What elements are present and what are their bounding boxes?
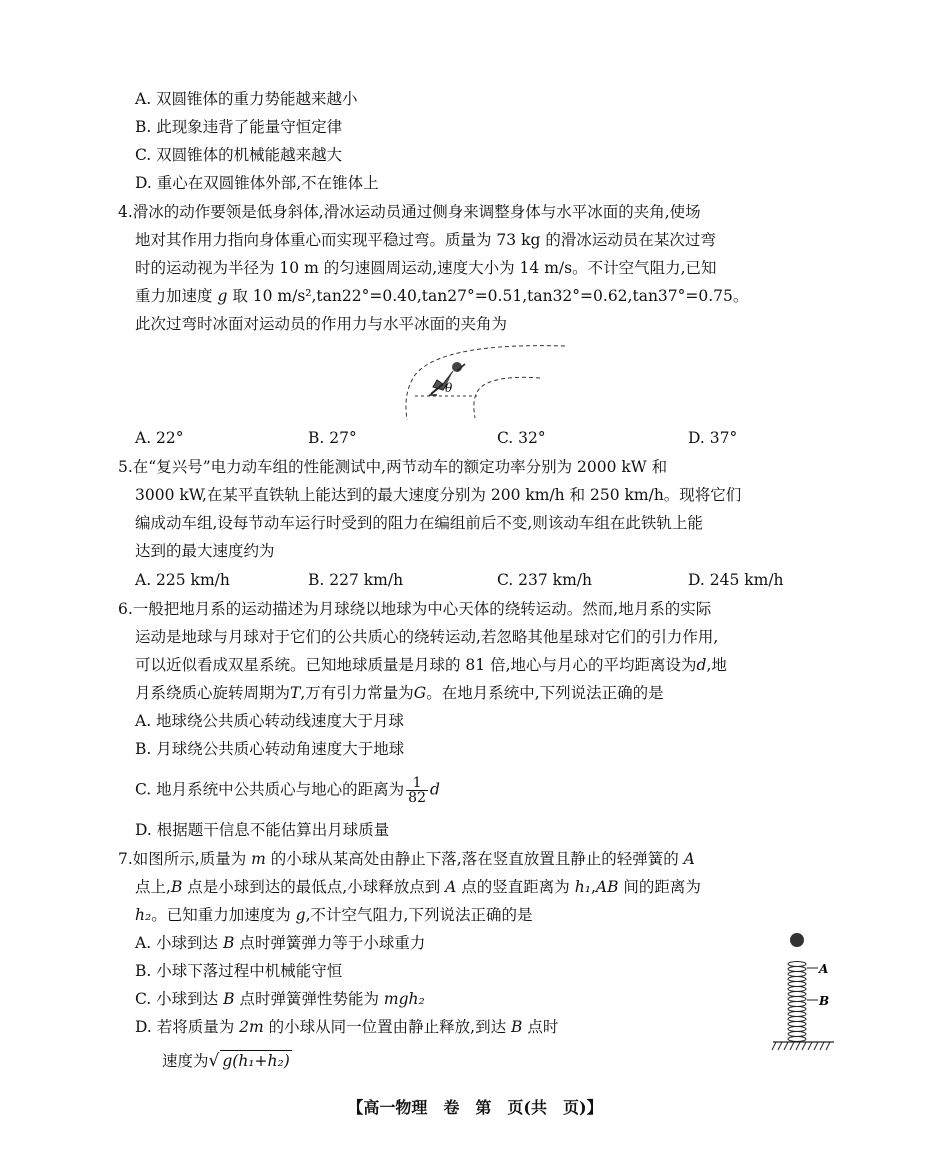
spring-figure <box>770 928 840 1058</box>
q7-var-h1: h₁ <box>574 878 591 896</box>
skater-figure <box>395 340 570 422</box>
q7-text: 点时弹簧弹力等于小球重力 <box>239 934 426 952</box>
q7-text: , <box>590 878 596 896</box>
q7-var-A: A <box>445 878 457 896</box>
q3-option-a: A. 双圆锥体的重力势能越来越小 <box>135 90 358 108</box>
q7-stem-line1 <box>118 849 695 869</box>
q5-option-a: A. 225 km/h <box>135 571 230 589</box>
q7-text: 7.如图所示,质量为 <box>118 850 247 868</box>
q5-stem-line2: 3000 kW,在某平直铁轨上能达到的最大速度分别为 200 km/h 和 250 km/h。现将它们 <box>135 486 742 504</box>
q6-text: 月系绕质心旋转周期为 <box>135 684 291 702</box>
q6-option-d: D. 根据题干信息不能估算出月球质量 <box>135 821 390 839</box>
ball-icon <box>790 933 804 947</box>
q6-text: 可以近似看成双星系统。已知地球质量是月球的 81 倍,地心与月心的平均距离设为 <box>135 656 697 674</box>
q7-option-b: B. 小球下落过程中机械能守恒 <box>135 962 343 980</box>
q7-option-c <box>135 989 425 1009</box>
q4-stem-line2: 地对其作用力指向身体重心而实现平稳过弯。质量为 73 kg 的滑冰运动员在某次过弯 <box>135 231 716 249</box>
q3-option-b: B. 此现象违背了能量守恒定律 <box>135 118 343 136</box>
q5-stem-line1: 5.在“复兴号”电力动车组的性能测试中,两节动车的额定功率分别为 2000 kW 和 <box>118 458 668 476</box>
q7-stem-line2 <box>135 877 701 897</box>
q6-stem-line3 <box>135 655 727 675</box>
q7-text: ,不计空气阻力,下列说法正确的是 <box>305 906 533 924</box>
q4-option-c: C. 32° <box>497 429 546 447</box>
q7-var-g: g <box>295 906 306 924</box>
q7-stem-line3 <box>135 905 532 925</box>
inner-track <box>474 377 540 418</box>
q7-var-AB: AB <box>595 878 619 896</box>
q3-option-c: C. 双圆锥体的机械能越来越大 <box>135 146 343 164</box>
q7-text: 点的竖直距离为 <box>461 878 570 896</box>
q4-stem-line1: 4.滑冰的动作要领是低身斜体,滑冰运动员通过侧身来调整身体与水平冰面的夹角,使场 <box>118 203 701 221</box>
q4-text: 重力加速度 <box>135 287 213 305</box>
q7-expr-mgh2: mgh₂ <box>383 990 425 1008</box>
q7-text: 速度为 <box>162 1052 209 1070</box>
q5-option-b: B. 227 km/h <box>308 571 404 589</box>
q6-var-d: d <box>696 656 707 674</box>
ground-hatch <box>772 1042 830 1050</box>
q5-option-d: D. 245 km/h <box>688 571 784 589</box>
q7-text: 。已知重力加速度为 <box>151 906 291 924</box>
q7-var-B: B <box>170 878 183 896</box>
q7-text: 点上, <box>135 878 171 896</box>
fraction-denominator: 82 <box>408 790 426 806</box>
q6-stem-line2: 运动是地球与月球对于它们的公共质心的绕转运动,若忽略其他星球对它们的引力作用, <box>135 628 719 646</box>
q5-stem-line4: 达到的最大速度约为 <box>135 542 275 560</box>
q4-var-g: g <box>217 287 228 305</box>
q7-option-a <box>135 933 425 953</box>
q6-option-c <box>135 776 440 805</box>
q6-var-G: G <box>413 684 427 702</box>
fraction-numerator: 1 <box>406 776 428 791</box>
q4-text: 取 10 m/s²,tan22°=0.40,tan27°=0.51,tan32°=0.62,tan37°=0.75。 <box>232 287 749 305</box>
q7-text: C. 小球到达 <box>135 990 219 1008</box>
q6-stem-line4 <box>135 683 664 703</box>
q7-var-2m: 2m <box>239 1018 264 1036</box>
q7-var-m: m <box>251 850 266 868</box>
q7-text: 的小球从同一位置由静止释放,到达 <box>268 1018 507 1036</box>
q7-var-B: B <box>511 1018 523 1036</box>
q6-option-a: A. 地球绕公共质心转动线速度大于月球 <box>135 712 405 730</box>
outer-track <box>406 346 565 420</box>
page-footer: 【高一物理 卷 第 页(共 页)】 <box>347 1098 603 1117</box>
q4-stem-line4 <box>135 286 748 306</box>
q7-text: 点是小球到达的最低点,小球释放点到 <box>187 878 441 896</box>
q7-text: 点时 <box>527 1018 559 1036</box>
label-a: A <box>819 962 829 976</box>
q6-text: C. 地月系统中公共质心与地心的距离为 <box>135 780 405 799</box>
label-b: B <box>819 994 830 1008</box>
q6-text: ,地 <box>706 656 727 674</box>
q7-text: D. 若将质量为 <box>135 1018 235 1036</box>
q5-stem-line3: 编成动车组,设每节动车运行时受到的阻力在编组前后不变,则该动车组在此铁轨上能 <box>135 514 703 532</box>
theta-label: θ <box>445 381 453 395</box>
q7-var-B: B <box>223 934 235 952</box>
q7-text: A. 小球到达 <box>135 934 219 952</box>
q7-text: 的小球从某高处由静止下落,落在竖直放置且静止的轻弹簧的 <box>270 850 679 868</box>
fraction <box>406 776 428 805</box>
q4-stem-line5: 此次过弯时冰面对运动员的作用力与水平冰面的夹角为 <box>135 315 508 333</box>
q3-option-d: D. 重心在双圆锥体外部,不在锥体上 <box>135 174 379 192</box>
q6-text: ,万有引力常量为 <box>300 684 414 702</box>
q6-var-d: d <box>430 780 440 799</box>
q7-option-d <box>135 1017 558 1037</box>
q6-stem-line1: 6.一般把地月系的运动描述为月球绕以地球为中心天体的绕转运动。然而,地月系的实际 <box>118 600 712 618</box>
q6-text: 。在地月系统中,下列说法正确的是 <box>426 684 664 702</box>
q4-option-a: A. 22° <box>135 429 184 447</box>
q7-text: 点时弹簧弹性势能为 <box>239 990 379 1008</box>
q4-option-d: D. 37° <box>688 429 738 447</box>
q6-option-b: B. 月球绕公共质心转动角速度大于地球 <box>135 740 405 758</box>
q4-option-b: B. 27° <box>308 429 357 447</box>
q7-option-d-line2 <box>162 1050 292 1071</box>
spring-coils <box>788 962 806 1042</box>
q6-var-T: T <box>290 684 301 702</box>
q5-option-c: C. 237 km/h <box>497 571 592 589</box>
q7-var-B: B <box>223 990 235 1008</box>
sqrt-sign: √ <box>208 1051 220 1071</box>
q4-stem-line3: 时的运动视为半径为 10 m 的匀速圆周运动,速度大小为 14 m/s。不计空气阻力,已知 <box>135 259 717 277</box>
q7-text: 间的距离为 <box>623 878 701 896</box>
sqrt-expression: g(h₁+h₂) <box>222 1052 290 1070</box>
q7-var-A: A <box>683 850 695 868</box>
q7-var-h2: h₂ <box>135 906 152 924</box>
